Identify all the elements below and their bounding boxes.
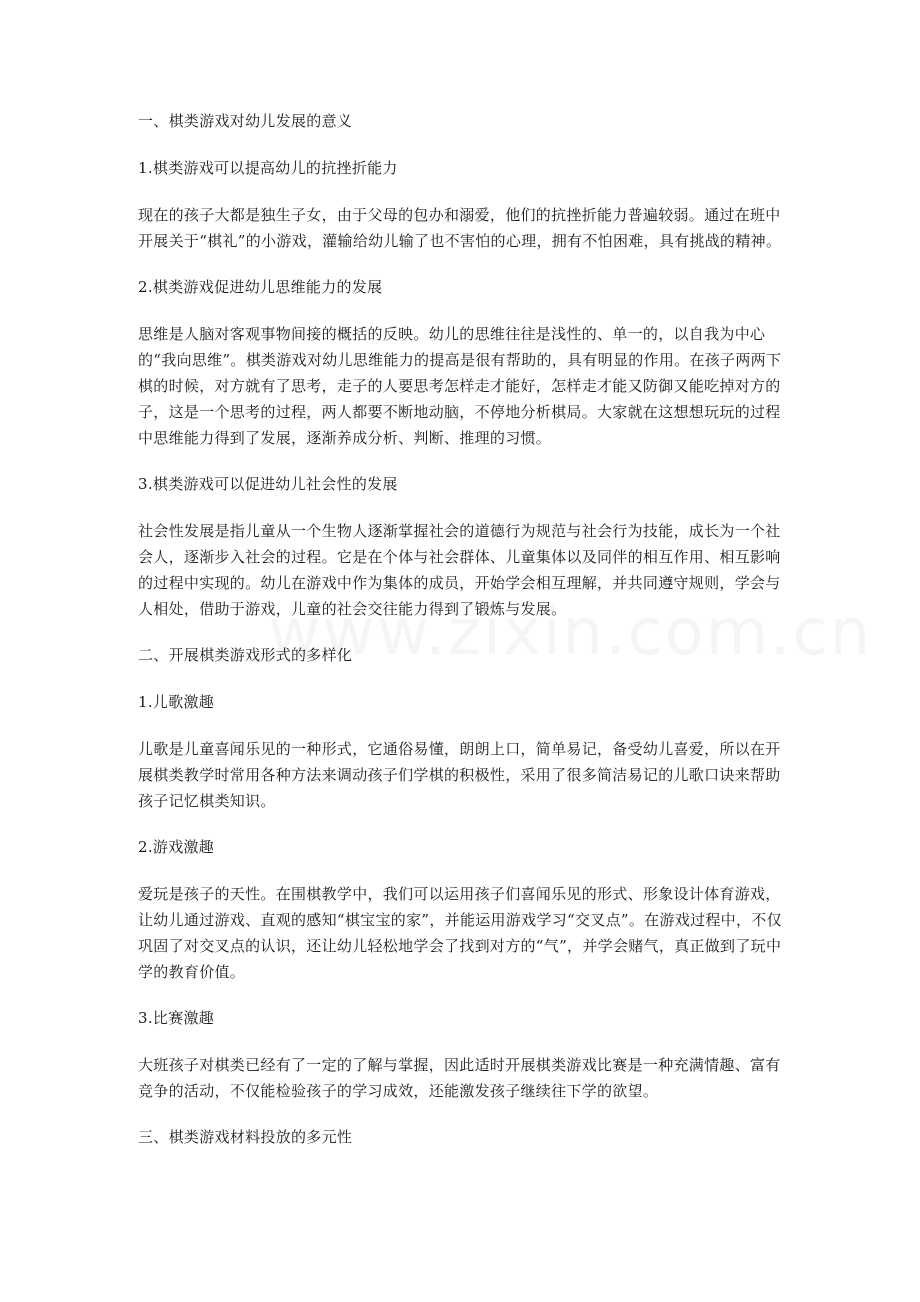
document-body	[138, 108, 786, 1171]
paragraph-1-2: 思维是人脑对客观事物间接的概括的反映。幼儿的思维往往是浅性的、单一的，以自我为中心的“我向思维”。棋类游戏对幼儿思维能力的提高是很有帮助的，具有明显的作用。在孩子两两下棋的时候，对方就有了思考，走子的人要思考怎样走才能好，怎样走才能又防御又能吃掉对方的子，这是一个思考的过程，两人都要不断地动脑，不停地分析棋局。大家就在这想想玩玩的过程中思维能力得到了发展，逐渐养成分析、判断、推理的习惯。	[138, 325, 782, 447]
paragraph-2-1: 儿歌是儿童喜闻乐见的一种形式，它通俗易懂，朗朗上口，简单易记，备受幼儿喜爱，所以在开展棋类教学时常用各种方法来调动孩子们学棋的积极性，采用了很多简洁易记的儿歌口诀来帮助孩子记忆棋类知识。	[138, 740, 781, 810]
section-heading-1: 一、棋类游戏对幼儿发展的意义	[138, 112, 353, 130]
subsection-heading-2-1: 1.儿歌激趣	[138, 693, 215, 711]
subsection-heading-1-2: 2.棋类游戏促进幼儿思维能力的发展	[138, 278, 383, 296]
paragraph-2-2: 爱玩是孩子的天性。在围棋教学中，我们可以运用孩子们喜闻乐见的形式、形象设计体育游戏，让幼儿通过游戏、直观的感知“棋宝宝的家”，并能运用游戏学习“交叉点”。在游戏过程中，不仅巩固了对交叉点的认识，还让幼儿轻松地学会了找到对方的“气”，并学会赌气，真正做到了玩中学的教育价值。	[138, 885, 782, 981]
subsection-heading-2-3: 3.比赛激趣	[138, 1009, 215, 1027]
subsection-heading-1-1: 1.棋类游戏可以提高幼儿的抗挫折能力	[138, 159, 398, 177]
subsection-heading-1-3: 3.棋类游戏可以促进幼儿社会性的发展	[138, 475, 398, 493]
section-heading-2: 二、开展棋类游戏形式的多样化	[138, 646, 353, 664]
paragraph-1-1: 现在的孩子大都是独生子女，由于父母的包办和溺爱，他们的抗挫折能力普遍较弱。通过在班中开展关于“棋礼”的小游戏，灌输给幼儿输了也不害怕的心理，拥有不怕困难，具有挑战的精神。	[138, 206, 782, 250]
paragraph-2-3: 大班孩子对棋类已经有了一定的了解与掌握，因此适时开展棋类游戏比赛是一种充满情趣、富有竞争的活动，不仅能检验孩子的学习成效，还能激发孩子继续往下学的欲望。	[138, 1056, 781, 1100]
section-heading-3: 三、棋类游戏材料投放的多元性	[138, 1128, 353, 1146]
subsection-heading-2-2: 2.游戏激趣	[138, 838, 215, 856]
paragraph-1-3: 社会性发展是指儿童从一个生物人逐渐掌握社会的道德行为规范与社会行为技能，成长为一个社会人，逐渐步入社会的过程。它是在个体与社会群体、儿童集体以及同伴的相互作用、相互影响的过程中实现的。幼儿在游戏中作为集体的成员，开始学会相互理解，并共同遵守规则，学会与人相处，借助于游戏，儿童的社会交往能力得到了锻炼与发展。	[138, 522, 781, 618]
